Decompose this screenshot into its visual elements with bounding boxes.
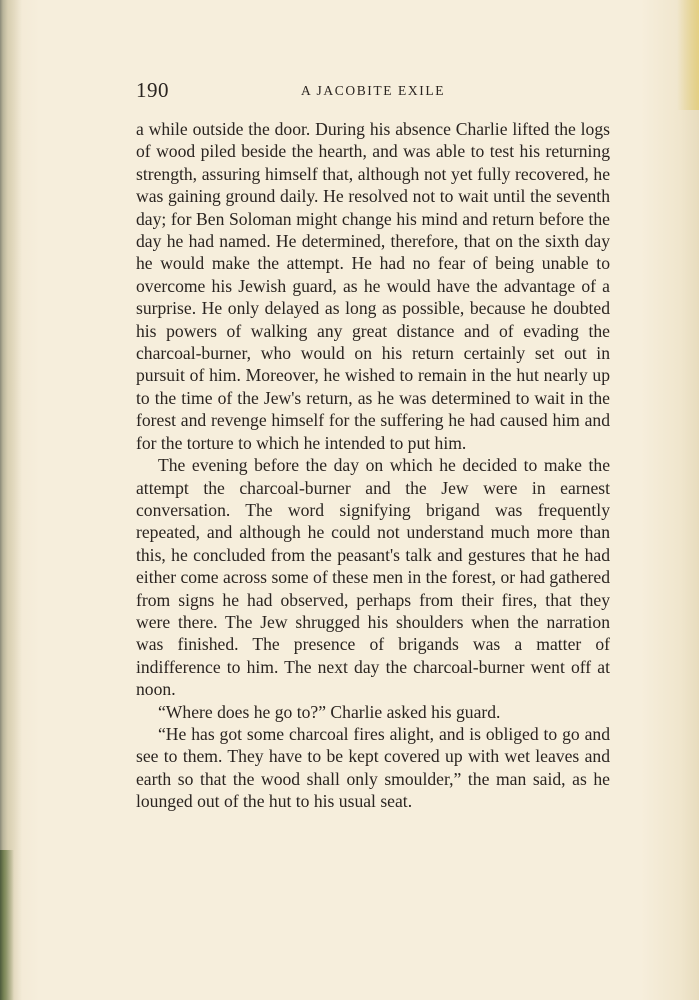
body-text — [136, 118, 610, 813]
page-header — [136, 78, 610, 104]
paragraph-4: “He has got some charcoal fires alight, and is obliged to go and see to them. They have to be kept covered up with wet leaves and earth so that the wood shall only smoulder,” the man said, as he lounged out of the hut to his usual seat. — [136, 723, 610, 812]
running-title: A JACOBITE EXILE — [300, 83, 446, 98]
page-edge-discoloration — [677, 0, 699, 110]
paragraph-1: a while outside the door. During his absence Charlie lifted the logs of wood piled beside the hearth, and was able to test his returning strength, assuring himself that, although not yet fully recovered, he was gaining ground daily. He resolved not to wait until the seventh day; for Ben Soloman might change his mind and return before the day he had named. He determined, therefore, that on the sixth day he would make the attempt. He had no fear of being unable to overcome his Jewish guard, as he would have the advantage of a surprise. He only delayed as long as possible, because he doubted his powers of walking any great distance and of evading the charcoal-burner, who would on his return certainly set out in pursuit of him. Moreover, he wished to remain in the hut nearly up to the time of the Jew's return, as he was determined to wait in the forest and revenge himself for the suffering he had caused him and for the torture to which he intended to put him. — [136, 119, 610, 453]
binding-stain — [0, 850, 14, 1000]
paragraph-2: The evening before the day on which he decided to make the attempt the charcoal-burner and the Jew were in earnest conversation. The word signifying brigand was frequently repeated, and although he could not understand much more than this, he concluded from the peasant's talk and gestures that he had either come across some of these men in the forest, or had gathered from signs he had observed, perhaps from their fires, that they were there. The Jew shrugged his shoulders when the narration was finished. The presence of brigands was a matter of indifference to him. The next day the charcoal-burner went off at noon. — [136, 455, 610, 700]
page-number: 190 — [136, 78, 169, 102]
paragraph-3: “Where does he go to?” Charlie asked his guard. — [158, 701, 501, 722]
